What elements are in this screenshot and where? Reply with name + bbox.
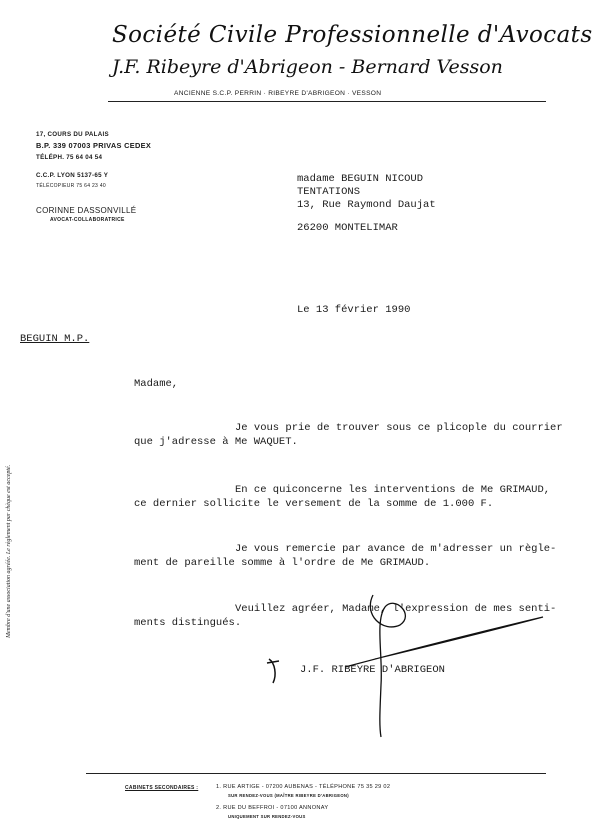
footer-office-2-note: UNIQUEMENT SUR RENDEZ-VOUS	[228, 814, 306, 819]
sender-phone: TÉLÉPH. 75 64 04 54	[36, 154, 103, 161]
sender-ccp: C.C.P. LYON 5137-65 Y	[36, 172, 109, 179]
recipient-line1: madame BEGUIN NICOUD	[297, 173, 424, 185]
recipient-line4: 26200 MONTELIMAR	[297, 222, 398, 234]
sender-address-line1: 17, COURS DU PALAIS	[36, 131, 109, 138]
former-firm-line: ANCIENNE S.C.P. PERRIN · RIBEYRE D'ABRIGEON · VESSON	[174, 90, 382, 97]
letterhead-divider	[108, 101, 546, 102]
firm-name-line2: J.F. Ribeyre d'Abrigeon - Bernard Vesson	[112, 56, 503, 78]
footer-label: CABINETS SECONDAIRES :	[125, 785, 199, 791]
paragraph-1-line-1: Je vous prie de trouver sous ce plicople du courrier	[235, 422, 563, 434]
paragraph-4-line-2: ments distingués.	[134, 617, 242, 629]
footer-divider	[86, 773, 546, 774]
letter-date: Le 13 février 1990	[297, 304, 411, 316]
footer-office-2: 2. RUE DU BEFFROI - 07100 ANNONAY	[216, 805, 329, 811]
collaborator-name: CORINNE DASSONVILLÉ	[36, 206, 137, 215]
margin-note: Membre d'une association agréée. Le règlement par chèque est accepté.	[6, 464, 12, 638]
footer-office-1-note: SUR RENDEZ-VOUS (MAÎTRE RIBEYRE D'ABRIGEON)	[228, 793, 349, 798]
reference: BEGUIN M.P.	[20, 333, 90, 345]
paragraph-2-line-2: ce dernier sollicite le versement de la somme de 1.000 F.	[134, 498, 494, 510]
sender-fax: TÉLÉCOPIEUR 75 64 23 40	[36, 183, 106, 189]
recipient-line3: 13, Rue Raymond Daujat	[297, 199, 436, 211]
paragraph-4-line-1: Veuillez agréer, Madame, l'expression de mes senti-	[235, 603, 557, 615]
signature-name: J.F. RIBEYRE D'ABRIGEON	[300, 664, 445, 676]
salutation: Madame,	[134, 378, 179, 390]
paragraph-3-line-2: ment de pareille somme à l'ordre de Me GRIMAUD.	[134, 557, 431, 569]
paragraph-2-line-1: En ce quiconcerne les interventions de Me GRIMAUD,	[235, 484, 551, 496]
paragraph-1-line-2: que j'adresse à Me WAQUET.	[134, 436, 298, 448]
sender-address-line2: B.P. 339 07003 PRIVAS CEDEX	[36, 141, 152, 150]
footer-office-1: 1. RUE ARTIGE - 07200 AUBENAS - TÉLÉPHONE 75 35 29 02	[216, 784, 391, 790]
firm-name-line1: Société Civile Professionnelle d'Avocats	[112, 22, 593, 48]
collaborator-title: AVOCAT-COLLABORATRICE	[50, 217, 125, 223]
recipient-line2: TENTATIONS	[297, 186, 361, 198]
paragraph-3-line-1: Je vous remercie par avance de m'adresser un règle-	[235, 543, 557, 555]
